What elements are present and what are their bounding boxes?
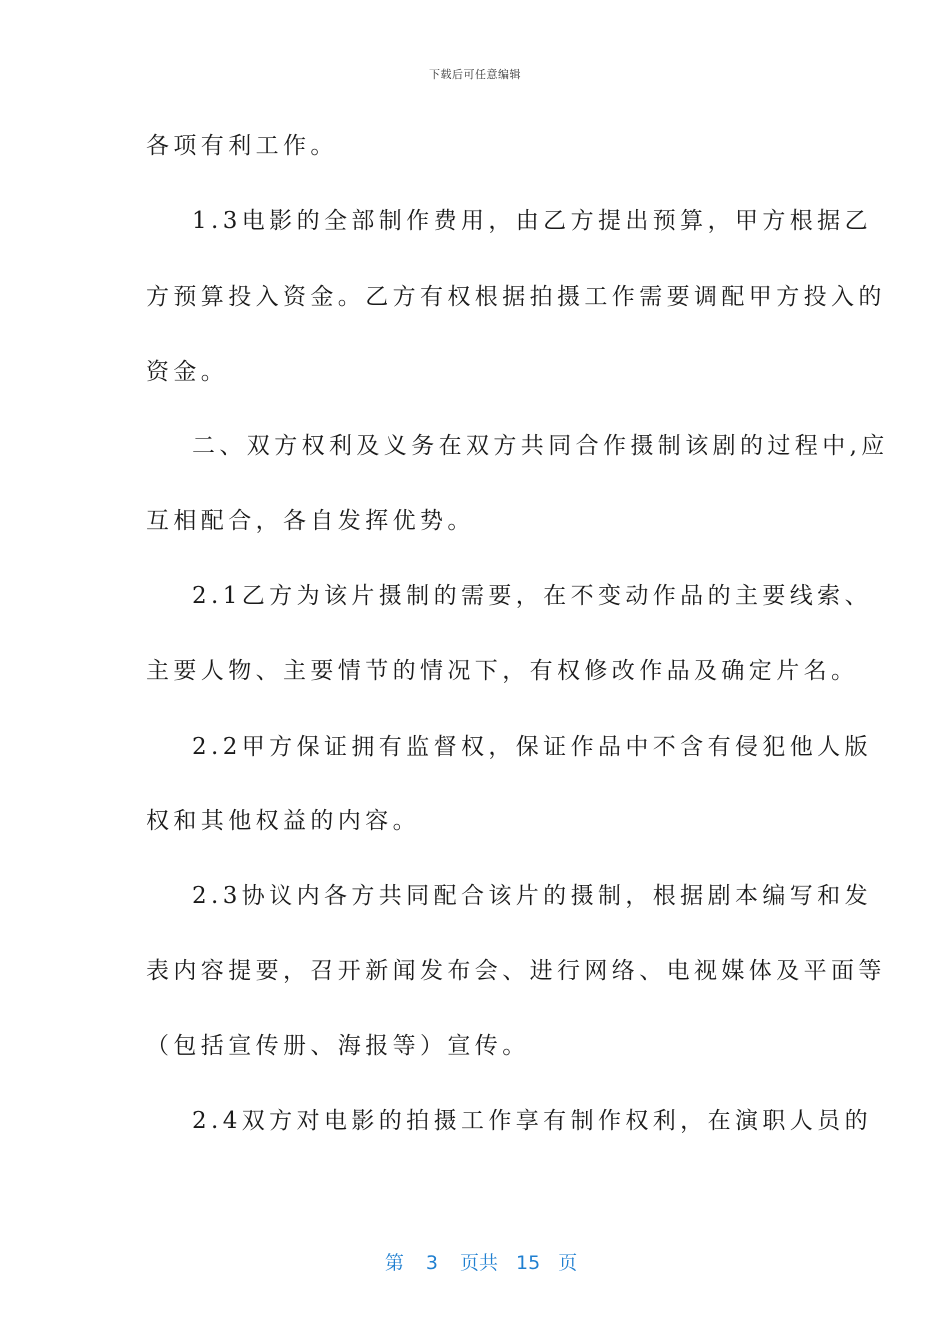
footer-total-pages: 15 [516, 1252, 541, 1274]
page-footer [0, 1226, 950, 1275]
body-line: 方预算投入资金。乙方有权根据拍摄工作需要调配甲方投入的 [146, 284, 886, 310]
body-line: （包括宣传册、海报等）宣传。 [146, 1033, 530, 1059]
body-line: 表内容提要，召开新闻发布会、进行网络、电视媒体及平面等 [146, 958, 886, 984]
body-line: 主要人物、主要情节的情况下，有权修改作品及确定片名。 [146, 658, 859, 684]
footer-current-page: 3 [425, 1252, 438, 1274]
body-line: 1.3电影的全部制作费用，由乙方提出预算，甲方根据乙 [192, 208, 872, 234]
footer-suffix: 页 [558, 1252, 578, 1274]
body-line: 2.3协议内各方共同配合该片的摄制，根据剧本编写和发 [192, 883, 872, 909]
body-line: 二、双方权利及义务在双方共同合作摄制该剧的过程中,应 [192, 433, 889, 459]
body-line: 2.1乙方为该片摄制的需要，在不变动作品的主要线索、 [192, 583, 872, 609]
body-line: 权和其他权益的内容。 [146, 808, 420, 834]
header-note: 下载后可任意编辑 [429, 68, 521, 81]
footer-middle: 页共 [459, 1252, 498, 1274]
body-line: 各项有利工作。 [146, 133, 338, 159]
body-line: 2.4双方对电影的拍摄工作享有制作权利，在演职人员的 [192, 1108, 872, 1134]
body-line: 互相配合，各自发挥优势。 [146, 508, 475, 534]
body-line: 2.2甲方保证拥有监督权，保证作品中不含有侵犯他人版 [192, 734, 872, 760]
body-line: 资金。 [146, 359, 229, 385]
footer-prefix: 第 [384, 1252, 404, 1274]
